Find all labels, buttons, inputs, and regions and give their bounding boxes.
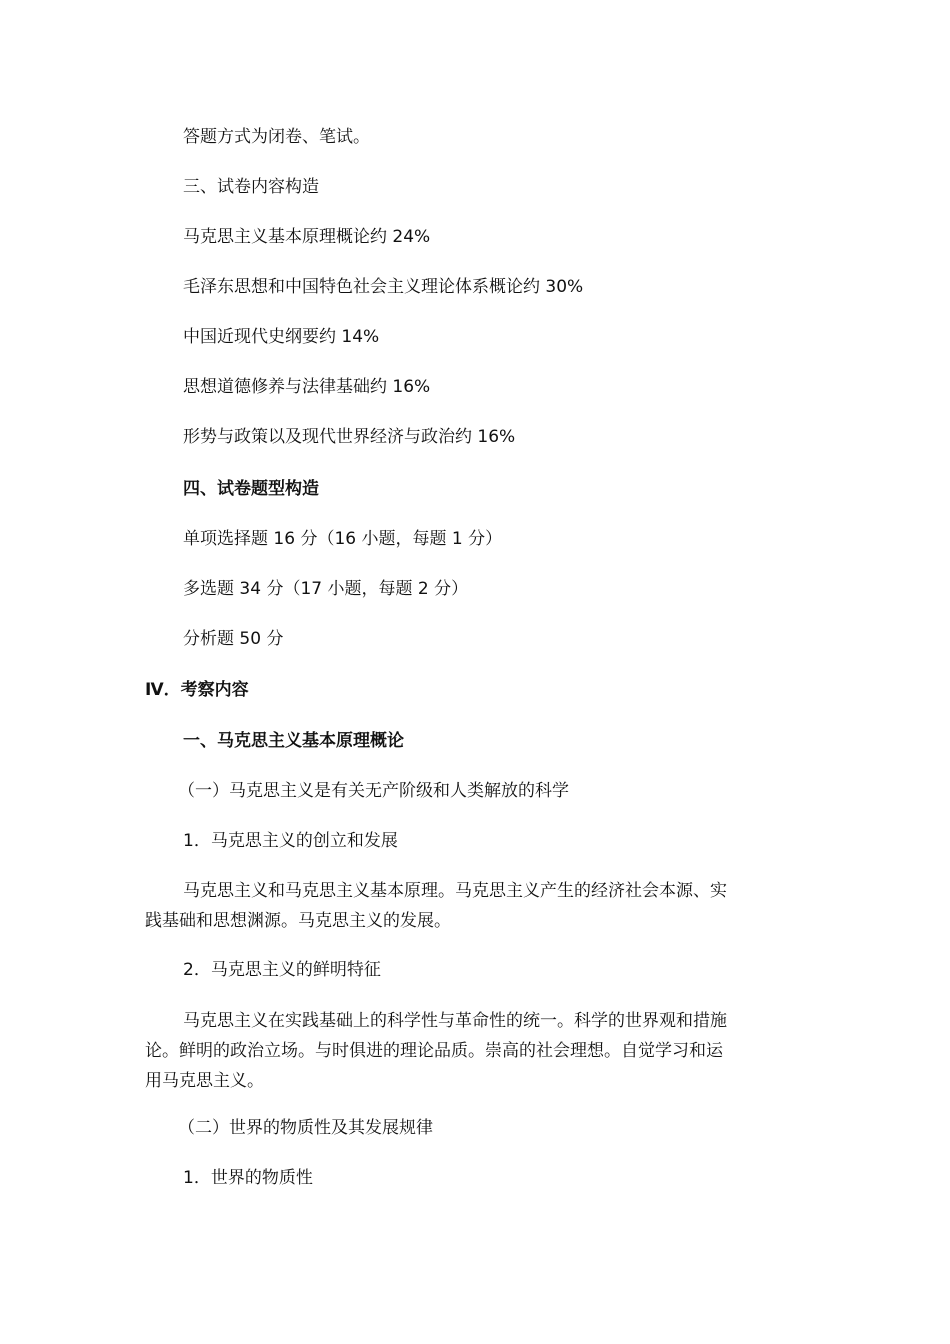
subtopic-heading-2-1: 1．世界的物质性 bbox=[183, 1168, 313, 1188]
exam-format-line: 答题方式为闭卷、笔试。 bbox=[183, 127, 370, 147]
subject-heading-marxism: 一、马克思主义基本原理概论 bbox=[183, 731, 404, 751]
content-item-modern-history: 中国近现代史纲要约 14% bbox=[183, 327, 380, 347]
subtopic-heading-1-1: 1．马克思主义的创立和发展 bbox=[183, 831, 398, 851]
paragraph-line: 马克思主义在实践基础上的科学性与革命性的统一。科学的世界观和措施 bbox=[183, 1011, 727, 1031]
question-type-multiple-choice: 多选题 34 分（17 小题，每题 2 分） bbox=[183, 579, 469, 599]
chapter-heading-exam-content: Ⅳ．考察内容 bbox=[145, 680, 249, 700]
topic-heading-2: （二）世界的物质性及其发展规律 bbox=[178, 1118, 433, 1138]
paragraph-marxism-features bbox=[145, 1006, 810, 1096]
paragraph-line: 践基础和思想渊源。马克思主义的发展。 bbox=[145, 911, 451, 931]
content-item-policy-economy: 形势与政策以及现代世界经济与政治约 16% bbox=[183, 427, 516, 447]
question-type-analysis: 分析题 50 分 bbox=[183, 629, 284, 649]
paragraph-line: 用马克思主义。 bbox=[145, 1071, 264, 1091]
paragraph-marxism-origin bbox=[145, 876, 810, 936]
section-heading-content-structure: 三、试卷内容构造 bbox=[183, 177, 319, 197]
question-type-single-choice: 单项选择题 16 分（16 小题，每题 1 分） bbox=[183, 529, 503, 549]
section-heading-question-types: 四、试卷题型构造 bbox=[183, 479, 319, 499]
paragraph-line: 论。鲜明的政治立场。与时俱进的理论品质。崇高的社会理想。自觉学习和运 bbox=[145, 1041, 723, 1061]
topic-heading-1: （一）马克思主义是有关无产阶级和人类解放的科学 bbox=[178, 781, 569, 801]
content-item-ethics-law: 思想道德修养与法律基础约 16% bbox=[183, 377, 431, 397]
content-item-mao-theory: 毛泽东思想和中国特色社会主义理论体系概论约 30% bbox=[183, 277, 584, 297]
paragraph-line: 马克思主义和马克思主义基本原理。马克思主义产生的经济社会本源、实 bbox=[183, 881, 727, 901]
content-item-marxism: 马克思主义基本原理概论约 24% bbox=[183, 227, 431, 247]
subtopic-heading-1-2: 2．马克思主义的鲜明特征 bbox=[183, 960, 381, 980]
